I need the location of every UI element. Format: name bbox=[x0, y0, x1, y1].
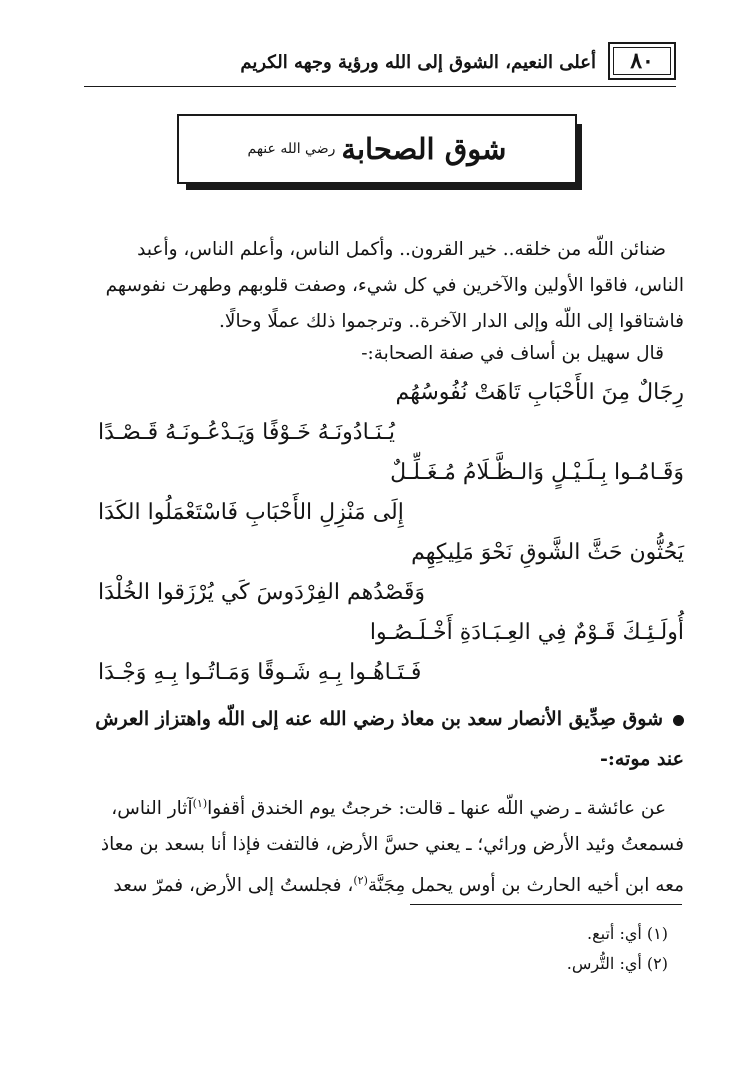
verse-line: أُولَـئِـكَ قَـوْمٌ فِي العِـبَـادَةِ أَخْـلَـصُـوا bbox=[369, 620, 684, 645]
page-header bbox=[84, 30, 676, 88]
paragraph-line-text: عن عائشة ـ رضي اللّه عنها ـ قالت: خرجتُ يوم الخندق أقفوا bbox=[207, 798, 666, 820]
paragraph-line-text: آثار الناس، bbox=[111, 798, 193, 820]
page-number-text: ٨٠ bbox=[630, 48, 654, 74]
verse-line: يَحُثُّون حَثَّ الشَّوقِ نَحْوَ مَلِيكِهِم bbox=[411, 540, 684, 565]
bullet-heading bbox=[95, 708, 684, 730]
paragraph-2 bbox=[86, 786, 684, 904]
verse-line: إِلَى مَنْزِلِ الأَحْبَابِ فَاسْتَعْمَلُوا الكَدَا bbox=[98, 500, 404, 525]
paragraph-line: الناس، فاقوا الأولين والآخرين في كل شيء، وصفت قلوبهم وطهرت نفوسهم bbox=[105, 275, 684, 296]
paragraph-line: ضنائن اللّه من خلقه.. خير القرون.. وأكمل الناس، وأعلم الناس، وأعبد bbox=[137, 239, 666, 260]
footnote: (١) أي: أتبع. bbox=[587, 924, 668, 943]
section-title-box bbox=[177, 114, 577, 184]
verse-line: وَقَصْدُهم الفِرْدَوسَ كَي يُرْزَقوا الخُلْدَا bbox=[98, 580, 425, 605]
bullet-heading-text: شوق صِدِّيق الأنصار سعد بن معاذ رضي الله عنه إلى اللّه واهتزاز العرش bbox=[95, 708, 663, 730]
verse-intro: قال سهيل بن أساف في صفة الصحابة:- bbox=[361, 343, 664, 364]
verse-line: رِجَالٌ مِنَ الأَحْبَابِ تَاهَتْ نُفُوسُهُم bbox=[395, 380, 684, 405]
bullet-dot-icon bbox=[673, 715, 684, 726]
honorific-mark: رضي الله عنهم bbox=[247, 141, 336, 157]
verse-line: فَـتَـاهُـوا بِـهِ شَـوقًا وَمَـاتُـوا بِـهِ وَجْـدَا bbox=[98, 660, 422, 685]
bullet-heading-tail: عند موته:- bbox=[599, 748, 684, 770]
section-title: شوق الصحابة bbox=[341, 132, 507, 166]
paragraph-line bbox=[86, 786, 684, 827]
verse-line: يُـنَـادُونَـهُ خَـوْفًا وَيَـدْعُـونَـهُ قَـصْـدًا bbox=[98, 420, 395, 445]
footnote: (٢) أي: التُّرس. bbox=[566, 954, 668, 973]
paragraph-line: فسمعتُ وئيد الأرض ورائي؛ ـ يعني حسَّ الأرض، فالتفت فإذا أنا بسعد بن معاذ bbox=[100, 834, 684, 856]
header-rule bbox=[84, 86, 676, 87]
footnote-ref: (١) bbox=[192, 797, 208, 810]
footnote-ref: (٢) bbox=[353, 874, 368, 888]
paragraph-line bbox=[86, 863, 684, 904]
running-title: أعلى النعيم، الشوق إلى الله ورؤية وجهه الكريم bbox=[240, 52, 596, 73]
paragraph-1 bbox=[86, 232, 684, 340]
paragraph-line-text: ، فجلستُ إلى الأرض، فمرّ سعد bbox=[113, 875, 354, 897]
paragraph-line-text: معه ابن أخيه الحارث بن أوس يحمل مِجَنَّة bbox=[367, 875, 684, 897]
paragraph-line: فاشتاقوا إلى اللّه وإلى الدار الآخرة.. وترجموا ذلك عملًا وحالًا. bbox=[219, 311, 684, 332]
verse-line: وَقَـامُـوا بِـلَـيْـلٍ وَالـظَّـلَامُ مُـغَـلِّـلٌ bbox=[390, 460, 684, 485]
page-number bbox=[608, 42, 676, 80]
footnote-rule bbox=[410, 904, 682, 905]
